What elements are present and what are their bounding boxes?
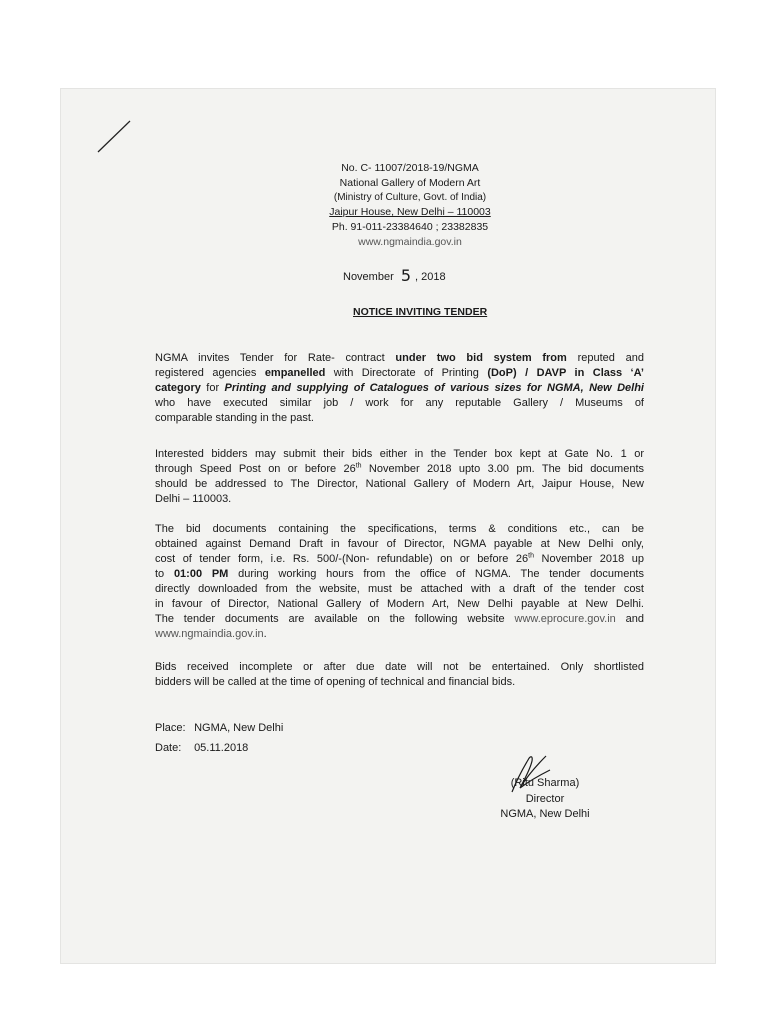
organization-name: National Gallery of Modern Art bbox=[339, 176, 481, 189]
paragraph-line: category for Printing and supplying of Catalogues of various sizes for NGMA, New Delhi bbox=[155, 382, 644, 394]
paragraph-line: The tender documents are available on the following website www.eprocure.gov.in and bbox=[155, 613, 644, 625]
paragraph-line: Delhi – 110003. bbox=[155, 493, 232, 505]
paragraph-line: who have executed similar job / work for any reputable Gallery / Museums of bbox=[155, 397, 644, 409]
paragraph-line: comparable standing in the past. bbox=[155, 412, 314, 424]
pen-tick-mark bbox=[94, 118, 134, 158]
paragraph-line: registered agencies empanelled with Directorate of Printing (DoP) / DAVP in Class ‘A’ bbox=[155, 367, 644, 379]
paragraph-line: in favour of Director, National Gallery of Modern Art, New Delhi payable at New Delhi. bbox=[155, 598, 644, 610]
paragraph-line: cost of tender form, i.e. Rs. 500/-(Non- refundable) on or before 26th November 2018 up bbox=[155, 552, 644, 565]
website-line: www.ngmaindia.gov.in bbox=[358, 235, 462, 248]
paragraph-line: obtained against Demand Draft in favour of Director, NGMA payable at New Delhi only, bbox=[155, 538, 644, 550]
paragraph-conditions bbox=[155, 660, 644, 690]
paragraph-line: should be addressed to The Director, National Gallery of Modern Art, Jaipur House, New bbox=[155, 478, 644, 490]
date-day-handwritten: 5 bbox=[400, 266, 411, 285]
eprocure-link[interactable]: www.eprocure.gov.in bbox=[514, 613, 616, 625]
paragraph-line: The bid documents containing the specifications, terms & conditions etc., can be bbox=[155, 523, 644, 535]
paragraph-documents bbox=[155, 522, 644, 642]
date-label: Date: bbox=[155, 742, 182, 754]
paragraph-line: bidders will be called at the time of opening of technical and financial bids. bbox=[155, 676, 516, 688]
phone-line: Ph. 91-011-23384640 ; 23382835 bbox=[331, 221, 489, 234]
place-label: Place: bbox=[155, 722, 186, 734]
date-year: , 2018 bbox=[415, 271, 446, 283]
notice-date bbox=[343, 265, 446, 284]
ngma-website-link[interactable]: www.ngmaindia.gov.in bbox=[155, 628, 264, 640]
signatory-office: NGMA, New Delhi bbox=[500, 808, 590, 820]
signatory-block bbox=[490, 776, 600, 823]
date-value: 05.11.2018 bbox=[194, 742, 249, 754]
signatory-name: (Ritu Sharma) bbox=[510, 777, 580, 789]
paragraph-line: Interested bidders may submit their bids either in the Tender box kept at Gate No. 1 or bbox=[155, 448, 644, 460]
paragraph-line: directly downloaded from the website, must be attached with a draft of the tender cost bbox=[155, 583, 644, 595]
paragraph-line: through Speed Post on or before 26th November 2018 upto 3.00 pm. The bid documents bbox=[155, 462, 644, 475]
signatory-designation: Director bbox=[525, 792, 565, 805]
reference-number: No. C- 11007/2018-19/NGMA bbox=[341, 162, 479, 174]
date-row bbox=[155, 742, 248, 754]
paragraph-line: to 01:00 PM during working hours from the office of NGMA. The tender documents bbox=[155, 568, 644, 580]
place-value: NGMA, New Delhi bbox=[194, 722, 284, 734]
place-row bbox=[155, 722, 283, 734]
letterhead bbox=[300, 161, 520, 250]
address-line: Jaipur House, New Delhi – 110003 bbox=[329, 206, 491, 219]
paragraph-invitation bbox=[155, 351, 644, 426]
paragraph-line: NGMA invites Tender for Rate- contract under two bid system from reputed and bbox=[155, 352, 644, 364]
date-month: November bbox=[343, 271, 394, 283]
paragraph-submission bbox=[155, 447, 644, 507]
ministry-line: (Ministry of Culture, Govt. of India) bbox=[333, 191, 487, 203]
page-title: NOTICE INVITING TENDER bbox=[353, 306, 488, 318]
paragraph-line: Bids received incomplete or after due date will not be entertained. Only shortlisted bbox=[155, 661, 644, 673]
paragraph-line: www.ngmaindia.gov.in. bbox=[155, 628, 267, 640]
